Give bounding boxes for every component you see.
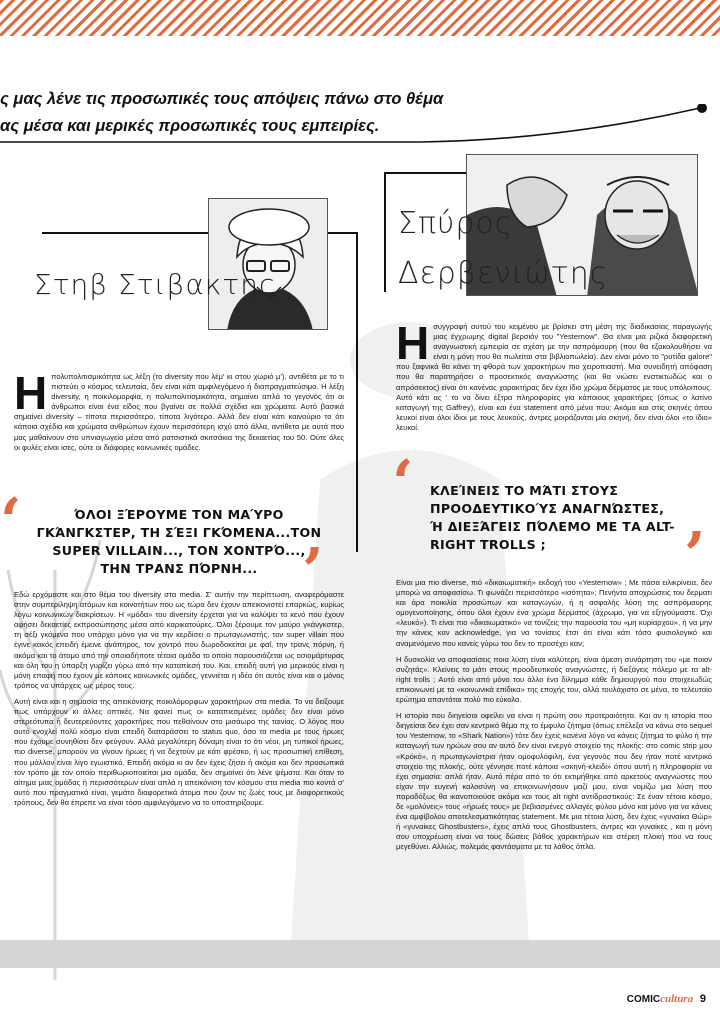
intro-line-2: ας μέσα και μερικές προσωπικές τους εμπειρίες. bbox=[0, 117, 380, 135]
left-paragraph-1: πολυπολιτισμικότητα ως λέξη (το diversity που λέμ' κι στου χωριό μ'), αντιθέτα με το τι πιστεύει ο κόσμος τελευταία, δεν είναι κάτι αμφιλεγόμενο ή διαπραγματεύσιμο. Η λέξη diversity, η ποικιλομορφία, η πολυπολιτισμικότητα, σημαίνει απλά το γεγονός ότι οι άνθρωποι είναι ένα είδος που βγαίνει σε πολλά σχέδια και χρώματα. Αυτό βασικά σημαίνει diversity – τίποτα περισσότερο, τίποτα λιγότερο. Αλλά δεν είναι κάτι καινούριο το ότι κάποια σχέδια και χρώματα ανθρώπων έχουν περισσότερη ισχύ από άλλα, αντίθετα με αυτά που μας μαθαίνουν στο υπνιαγωγείο μέσα από ρατσιστικά σκιτσάκια της δεκαετίας του 50. Ούτε όλες οι φυλές είναι ίσες, ούτε οι διάφορες κοινωνικές ομάδες. bbox=[14, 372, 344, 452]
right-author-name-line-1: Σπύρος bbox=[398, 206, 514, 241]
intro-underline bbox=[0, 104, 712, 144]
right-intro-paragraph bbox=[396, 317, 712, 433]
left-pull-quote: ΌΛΟΙ ΞΈΡΟΥΜΕ ΤΟΝ ΜΑΎΡΟ ΓΚΆΝΓΚΣΤΕΡ, ΤΗ ΣΈΞΙ ΓΚΌΜΕΝΑ...ΤΟΝ SUPER VILLAIN..., ΤΟΝ ΧΟΝΤΡΌ..., ΤΗΝ ΤΡΑΝΣ ΠΌΡΝΗ... bbox=[36, 507, 322, 576]
hooded-character-portrait-icon bbox=[209, 199, 328, 330]
intro-line-1: ς μας λένε τις προσωπικές τους απόψεις πάνω στο θέμα bbox=[0, 90, 444, 108]
left-paragraph-2: Εδώ ερχόμαστε και στο θέμα του diversity στα media. Σ' αυτήν την περίπτωση, αναφερόμαστε στην συμπερίληψη ατόμων και κοινοτήτων που ως τώρα δεν έχουν απεικονιστεί επαρκώς, κυρίως λόγω κοινωνικών διακρίσεων. Η «μόδα» του diversity έρχεται για να καλύψει το κενό που έχουν αφήσει δεκαετίες εκπροσώπησης μέσα από καρικατούρες. Όλοι ξέρουμε τον μαύρο γκάνγκστερ, τη σέξι γκόμενα που υπάρχει μόνο για να την κερδίσει ο πρωταγωνιστής, τον super villain που έγινε κακός επειδή έμεινε ανάπηρος, τον χοντρό που δωροδοκείται με φαΐ, την τρανς πόρνη, ή ακόμα και το άτομο από την οποιαδήποτε τέτοια ομάδα το οποίο παρουσιάζεται ως οσιομάρτυρας και όλη του η ύπαρξη γυρίζει γύρω από την καταπίεσή του. Και, επειδή αυτή για μερικούς είναι η μόνη επαφή που έχουν με κάποιες κοινωνικές ομάδες, γεννιέται η ιδέα ότι αυτός είναι και ο μόνος τρόπος να υπάρχεις ως μέρος τους. bbox=[14, 590, 344, 690]
left-frame-rule-vertical bbox=[356, 232, 358, 552]
left-open-quote-mark: ‘ bbox=[0, 484, 22, 557]
right-paragraph-2: Είναι μια πιο diverse, πιό «δικαιωματική» εκδοχή του «Yesternow» ; Με πάσα ειλικρίνεια, δεν μπορώ να αποφασίσω. Τι φωνάζει περισσότερο «ισότητα»; Πενήντα αποχρώσεις του δερματι και άρα ποικιλία προσώπων και καταγωγών, ή η ασφαλής λύση της ασπρόμαυρης ομογενοποίησης, όπου όλοι έχουν ένα χρώμα δέρματος (άχρωμο, για να εξηγούμαστε. Όχι «λευκό»). Τι είναι πιο «δικαιωματικό» να τονίζεις την παρουσία του «μη κυρίαρχου», ή να μην την κάνεις καν acknowledge, για να τονίσεις έτσι ότι είναι κάτι τόσο φυσιολογικό και αναμενόμενο που κανείς γύρω του δεν το προσέχει καν; bbox=[396, 578, 712, 648]
right-paragraph-1: συγγραφή αυτού του κειμένου με βρίσκει στη μέση της διαδικασίας παραγωγής μιας έγχρωμης digital βερσιόν του "Yesternow". Θα είναι μια ριζικά διαφορετική αναγνωστική εμπειρία σε σχέση με την ασπρόμαυρη (που θα εξακολουθήσει να είναι η μόνη που θα πωλείται στα βιβλιοπωλεία). Δεν είναι μόνο το "ρυτίδα galore" που ξαφνικά θα κάνει τη φθορά των χαρακτήρων πιο χειροπιαστή. Μια συνειδητή απόφαση που θα παρατηρήσει ο προσεκτικός αναγνώστης (και θα νιώσει ενστικτωδώς και ο απρόσεκτος) είναι ότι κανένας χαρακτήρας δεν έχει ίδιο χρώμα δέρματος με τους υπόλοιπους. Αυτό κάτι ας ' το να δίνει έξτρα πληροφορίες για κάποιους χαρακτήρες (όπως ο λατίνο καταγωγή της Gaffrey), είναι και ένα statement από μένα που: Ακόμα και στις σκηνές όπου λευκοί είναι όλοι ίδιοι με τους λευκούς, άντρες μοιράζονται μία σκηνή, δεν είναι όλοι «το ίδιο» λευκοί. bbox=[396, 322, 712, 432]
left-author-name: Στηβ Στιβακτης bbox=[34, 268, 277, 301]
right-frame-rule bbox=[384, 172, 386, 292]
right-paragraph-3: Η δυσκολία να αποφασίσεις ποια λύση είναι καλύτερη, είναι άμεση συνάρτηση του «με ποιον συζητάς». Κλείνεις το μάτι στους προοδευτικούς αναγνώστες, ή διεξάγεις πόλεμο με τα alt-right trolls ; Αυτό είναι από μόνο του άλλο ένα δίλημμα κάθε δημιουργού που στοιχειωδώς επικοινωνεί με τα «κοινωνικά επίδικα» της εποχής του, αλλά τουλάχιστο σε μένα, το τελευταίο ερώτημα απαντάται πολύ πιο εύκολα. bbox=[396, 654, 712, 705]
right-close-quote-mark: ’ bbox=[684, 518, 706, 591]
right-pull-quote: ΚΛΕΊΝΕΙΣ ΤΟ ΜΆΤΙ ΣΤΟΥΣ ΠΡΟΟΔΕΥΤΙΚΟΎΣ ΑΝΑΓΝΏΣΤΕΣ, Ή ΔΙΕΞΆΓΕΙΣ ΠΌΛΕΜΟ ΜΕ ΤΑ ALT-RIGHT TROLLS ; bbox=[430, 483, 675, 552]
right-open-quote-mark: ‘ bbox=[392, 446, 414, 519]
brand-logo-accent: cultura bbox=[660, 993, 694, 1005]
right-drop-cap: Η bbox=[396, 317, 430, 369]
right-body-paragraphs bbox=[396, 578, 712, 858]
right-author-name-line-2: Δερβενιώτης bbox=[398, 256, 609, 291]
right-frame-rule-top bbox=[384, 172, 468, 174]
left-drop-cap: Η bbox=[14, 367, 48, 419]
left-body-paragraphs bbox=[14, 590, 344, 814]
background-gray-band bbox=[0, 940, 720, 968]
page-footer bbox=[627, 993, 706, 1005]
header-stripe bbox=[0, 0, 720, 36]
left-close-quote-mark: ’ bbox=[302, 534, 324, 607]
author-avatar bbox=[208, 198, 328, 330]
left-intro-paragraph bbox=[14, 367, 344, 453]
page-number: 9 bbox=[699, 993, 706, 1005]
right-paragraph-4: Η ιστορία που διηγείσαι οφείλει να είναι η πρώτη σου προτεραιότητα. Και αν η ιστορία που διηγείσαι δεν έχει σαν κεντρικό θέμα πχ το έμφυλο ζήτημα (όπως επέλεξα να κάνω στο sequel του Yesternow, το «Shark Nation») τότε δεν έχεις κανένα λόγο να κάνεις ζήτημα το φύλο ή την καταγωγή των ηρώων σου αν αυτό δεν είναι ενεργό στοιχείο της πλοκής: στο comic strip μου «Κρόκό», η πρωταγωνίστρια ήταν ομοφυλόφιλη, ένα γεγονός που δεν ήταν ποτέ κεντρικό στοιχείο της πλοκής, ούτε γέννησε ποτέ κάποια «σκηνή-κλειδί» όπου αυτή η πληροφορία να έχει σημασία: απλά ήταν. Αυτό πέρα από το ότι εκτιμήθηκε από αρκετούς αναγνώστες που είχαν την ευγενή καλοσύνη να επικοινωνήσουν μαζί μου, είναι νομίζω μια λύση που παραδόξως θα ικανοποιούσε ακόμα και τους alt right αντιδραστικούς: Σε έναν τέτοιο κόσμο, δε «μολύνεις» τους «ήρωές τους» με βεβιασμένες αλλαγές φύλου μόνο και μόνο για να κάνεις ένα αμφίβολου αποτελεσματικότητας statement. Με μια τέτοια λύση, δεν έχεις «γυναίκα Θώρ» ή «γυναίκες Ghostbusters», έχεις απλά τους Ghostbusters, άντρες και γυναίκες , και η μόνη σου υποχρέωση είναι να τους δώσεις βάθος χαρακτήρων και στέρεη πλοκή που να τους μεγεθύνει. Αλλιώς, πολεμάς φαντάσματα με τα λάθος όπλα. bbox=[396, 711, 712, 852]
left-paragraph-3: Αυτή είναι και η σημασία της απεικόνισης ποικιλόμορφων χαρακτήρων στα media. Το να δείξουμε πως υπάρχουν κι άλλες οπτικές. Να φανεί πως οι καταπιεσμένες ομάδες δεν είναι μόνο στερεότυπα ή δευτερεύοντες χαρακτήρες που πεθαίνουν στο μισάωρο της ταινίας. Ο λόγος που αυτό ενοχλεί πολύ κόσμο είναι επειδή διαταράσσει το status quo, όσο τα media με τους ήρωες που έχουμε συνηθίσει δεν φεύγουν. Αλλά μεγαλύτερη δύναμη είναι το ότι νέοι, μη τυπικοί ήρωες, πιο diverse, μπορούν να γίνουν ήρωες ή να δεχτούν με κάτι φρέσκο, ή ως προσωπική επίθεση, που μάλλον είναι λίγο εγωιστικό. Επειδή ακόμα κι αν δεν έχεις ζήσει ή ακόμα και δεν προσωπικά τον τρόπο με τον οποίο περιθωριοποιείται μια ομάδα, δεν σημαίνει ότι λένε ψέματα. Και όταν το αίτημα μιας ομάδας ή περισσότερων είναι απλά η απεικόνιση τον κόσμου στα media πιο κοντά σ' αυτό που πραγματικά είναι, γεμάτο διαφορετικά άτομα που ζουν τις ζωές τους με διαφορετικούς τρόπους, δεν θα έπρεπε να είναι τόσο αμφιλεγόμενο να το υποστηρίζουμε. bbox=[14, 696, 344, 807]
brand-logo-main: COMIC bbox=[626, 994, 661, 1005]
